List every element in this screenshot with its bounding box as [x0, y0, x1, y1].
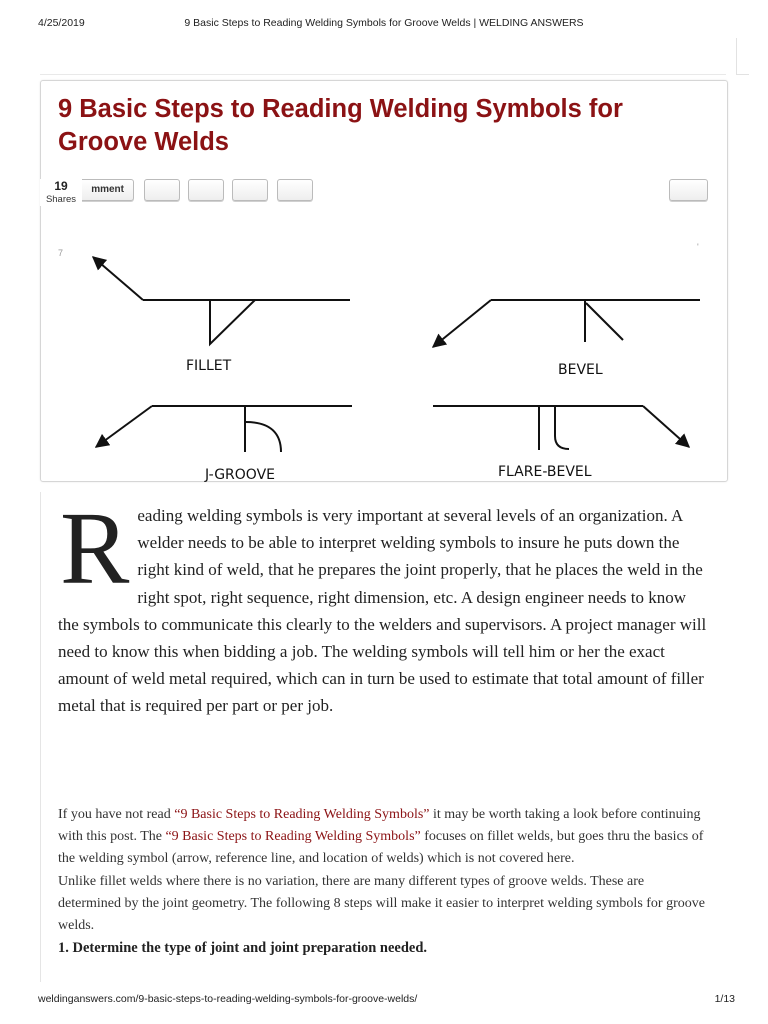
- bevel-symbol: [433, 300, 700, 347]
- post-title: 9 Basic Steps to Reading Welding Symbols for Groove Welds: [58, 95, 623, 156]
- share-button-5[interactable]: [669, 179, 708, 201]
- share-button-3[interactable]: [232, 179, 268, 201]
- step-1-heading: 1. Determine the type of joint and joint preparation needed.: [58, 940, 428, 957]
- share-button-4[interactable]: [277, 179, 313, 201]
- print-date: 4/25/2019: [38, 17, 85, 29]
- intro-paragraph: [58, 804, 708, 871]
- stray-mark-right: ': [697, 242, 699, 252]
- share-button-1[interactable]: [144, 179, 180, 201]
- share-count-label: Shares: [45, 194, 77, 205]
- article-body: [58, 804, 708, 959]
- share-count: [40, 179, 82, 206]
- welding-symbols-diagram: [55, 236, 715, 486]
- fillet-label: FILLET: [186, 358, 232, 374]
- bevel-label: BEVEL: [558, 362, 603, 378]
- j-groove-label: J-GROOVE: [205, 467, 275, 483]
- drop-cap: R: [60, 491, 130, 606]
- groove-types-paragraph: Unlike fillet welds where there is no variation, there are many different types of groove welds. These are determined by the joint geometry. The following 8 steps will make it easier to interpret welding symbols for groove welds.: [58, 873, 705, 934]
- welding-symbols-figure: [55, 236, 715, 486]
- card-top-divider: [40, 74, 726, 75]
- article-lead: [58, 491, 708, 720]
- flare-bevel-label: FLARE-BEVEL: [498, 464, 592, 480]
- share-button-2[interactable]: [188, 179, 224, 201]
- print-page-number: 1/13: [714, 993, 735, 1005]
- share-count-number: 19: [54, 179, 68, 193]
- fillet-symbol: [93, 257, 350, 344]
- lead-paragraph: eading welding symbols is very important at several levels of an organization. A welder needs to be able to interpret welding symbols to insure he puts down the right kind of weld, that he prepares the joint properly, that he places the weld in the right spot, right sequence, right dimension, etc. A design engineer needs to know the symbols to communicate this clearly to the welders and supervisors. A project manager will need to know this when bidding a job. The welding symbols will tell him or her the exact amount of weld metal required, which can in turn be used to estimate that total amount of filler metal that is required per part or per job.: [58, 506, 707, 716]
- stray-mark-left: 7: [58, 248, 64, 258]
- print-page-title: 9 Basic Steps to Reading Welding Symbols for Groove Welds | WELDING ANSWERS: [184, 17, 584, 29]
- j-groove-symbol: [96, 406, 352, 452]
- intro-text-2: it may be worth taking a look before continuing with this post. The: [58, 807, 701, 845]
- link-basic-steps-2[interactable]: “9 Basic Steps to Reading Welding Symbols”: [165, 829, 421, 845]
- top-strip-decoration: [736, 38, 749, 75]
- article-left-rule: [40, 492, 41, 982]
- comment-button-label: mment: [91, 184, 124, 195]
- intro-text-3: focuses on fillet welds, but goes thru the basics of the welding symbol (arrow, reference line, and location of welds) which is not covered here.: [58, 829, 704, 867]
- print-url: weldinganswers.com/9-basic-steps-to-reading-welding-symbols-for-groove-welds/: [38, 993, 418, 1005]
- link-basic-steps-1[interactable]: “9 Basic Steps to Reading Welding Symbols”: [174, 807, 430, 822]
- intro-text-1: If you have not read: [58, 807, 175, 822]
- flare-bevel-symbol: [433, 406, 689, 450]
